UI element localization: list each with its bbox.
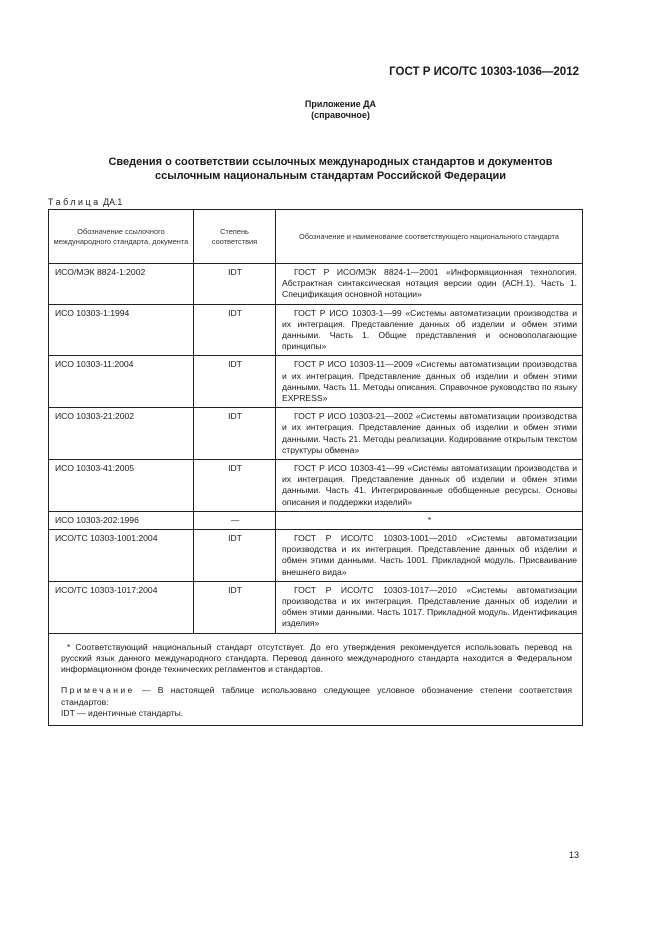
header-international-standard: Обозначение ссылочного международного стандарта, документа — [49, 210, 194, 264]
cell-degree: IDT — [194, 264, 276, 305]
cell-national — [276, 530, 583, 582]
cell-degree: IDT — [194, 356, 276, 408]
cell-national — [276, 408, 583, 460]
cell-national — [276, 264, 583, 305]
cell-standard: ИСО/ТС 10303-1001:2004 — [49, 530, 194, 582]
table-header-row — [49, 210, 583, 264]
heading-line-1: Сведения о соответствии ссылочных международных стандартов и документов — [108, 156, 553, 168]
table-footnote — [49, 633, 583, 725]
document-code: ГОСТ Р ИСО/ТС 10303-1036—2012 — [389, 66, 579, 78]
table-caption-word: Таблица — [48, 197, 101, 207]
table-row — [49, 356, 583, 408]
cell-degree: IDT — [194, 530, 276, 582]
cell-degree: IDT — [194, 581, 276, 633]
cell-standard: ИСО 10303-41:2005 — [49, 460, 194, 512]
cell-standard: ИСО 10303-1:1994 — [49, 304, 194, 356]
table-caption — [48, 197, 122, 207]
cell-standard: ИСО/МЭК 8824-1:2002 — [49, 264, 194, 305]
table-note — [61, 685, 572, 719]
table-row — [49, 460, 583, 512]
header-national-standard: Обозначение и наименование соответствующего национального стандарта — [276, 210, 583, 264]
national-text: ГОСТ Р ИСО 10303-11—2009 «Системы автоматизации производства и их интеграция. Представление данных об изделии и обмен этими данными. Часть 11. Методы описания. Справочное руководство по языку EXPRESS» — [282, 359, 577, 404]
section-heading — [40, 156, 621, 183]
cell-national — [276, 356, 583, 408]
national-text: ГОСТ Р ИСО/МЭК 8824-1—2001 «Информационная технология. Абстрактная синтаксическая нотация версии один (АСН.1). Часть 1. Спецификация основной нотации» — [282, 267, 577, 300]
table-row — [49, 511, 583, 529]
table-row — [49, 264, 583, 305]
appendix-title — [0, 99, 661, 121]
correspondence-table — [48, 209, 583, 726]
cell-degree: IDT — [194, 408, 276, 460]
table-row — [49, 581, 583, 633]
table-footnote-row — [49, 633, 583, 725]
table-row — [49, 408, 583, 460]
table-caption-number: ДА.1 — [103, 197, 123, 207]
table-row — [49, 304, 583, 356]
cell-standard: ИСО/ТС 10303-1017:2004 — [49, 581, 194, 633]
cell-national — [276, 304, 583, 356]
cell-degree: IDT — [194, 460, 276, 512]
national-text: ГОСТ Р ИСО 10303-41—99 «Системы автоматизации производства и их интеграция. Представление данных об изделии и обмен этими данными. Часть 41. Интегрированные обобщенные ресурсы. Основы описания и поддержки изделий» — [282, 463, 577, 507]
note-label: Примечание — [61, 685, 135, 696]
national-text: ГОСТ Р ИСО/ТС 10303-1017—2010 «Системы автоматизации производства и их интеграция. Представление данных об изделии и обмен этими данными. Часть 1017. Прикладной модуль. Идентификация изделия» — [282, 584, 577, 629]
cell-degree: — — [194, 511, 276, 529]
header-degree: Степень соответствия — [194, 210, 276, 264]
national-text: ГОСТ Р ИСО/ТС 10303-1001—2010 «Системы автоматизации производства и их интеграция. Представление данных об изделии и обмен этими данными. Часть 1001. Прикладной модуль. Присваивание внешнего вида» — [282, 533, 577, 577]
note-paragraph — [61, 685, 572, 707]
cell-national: * — [276, 511, 583, 529]
cell-national — [276, 581, 583, 633]
cell-standard: ИСО 10303-202:1996 — [49, 511, 194, 529]
cell-national — [276, 460, 583, 512]
cell-degree: IDT — [194, 304, 276, 356]
national-text: ГОСТ Р ИСО 10303-21—2002 «Системы автоматизации производства и их интеграция. Представление данных об изделии и обмен этими данными. Часть 21. Методы реализации. Кодирование открытым текстом структуры обмена» — [282, 411, 577, 455]
page-number: 13 — [568, 850, 579, 860]
note-text: — В настоящей таблице использовано следующее условное обозначение степени соответствия стандартов: — [61, 685, 573, 707]
footnote-text: * Соответствующий национальный стандарт отсутствует. До его утверждения рекомендуется использовать перевод на русский язык данного международного стандарта. Перевод данного международного стандарта находится в Федеральном информационном фонде технических регламентов и стандартов. — [61, 641, 572, 675]
appendix-label: Приложение ДА — [304, 99, 377, 109]
footnote-text-block — [61, 642, 572, 676]
cell-standard: ИСО 10303-21:2002 — [49, 408, 194, 460]
table-row — [49, 530, 583, 582]
appendix-subtitle: (справочное) — [311, 110, 370, 120]
heading-line-2: ссылочным национальным стандартам Российской Федерации — [154, 169, 507, 182]
cell-standard: ИСО 10303-11:2004 — [49, 356, 194, 408]
national-text: ГОСТ Р ИСО 10303-1—99 «Системы автоматизации производства и их интеграция. Представление данных об изделии и обмен этими данными. Часть 1. Общие представления и основополагающие принципы» — [282, 307, 577, 352]
note-item: IDT — идентичные стандарты. — [61, 707, 184, 718]
